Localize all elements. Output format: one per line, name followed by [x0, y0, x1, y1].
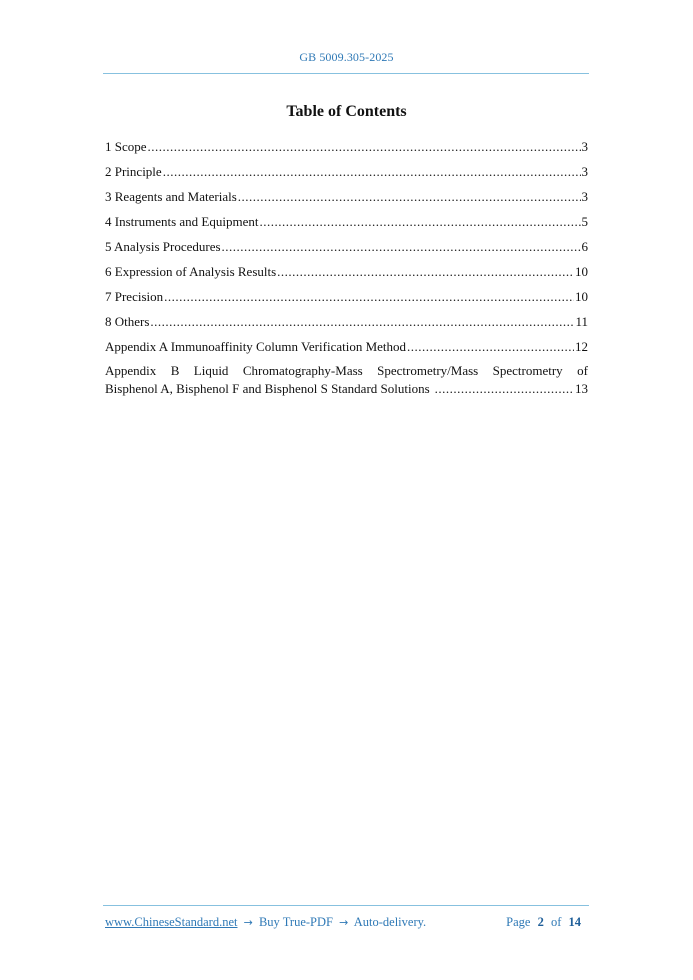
page-number: [506, 915, 585, 930]
toc-entry-scope[interactable]: [105, 138, 588, 156]
toc-entry-label: 4 Instruments and Equipment: [105, 214, 259, 229]
toc-entry-label: 7 Precision: [105, 289, 164, 304]
of-word: of: [550, 915, 562, 929]
toc-dot-leader: [259, 213, 580, 231]
toc-entry-label: 2 Principle: [105, 164, 162, 179]
total-pages-number: 14: [568, 915, 581, 929]
toc-entry-appendix-a[interactable]: [105, 338, 588, 356]
toc-entry-procedures[interactable]: [105, 238, 588, 256]
toc-entry-page: 3: [581, 164, 588, 179]
arrow-right-icon: →: [339, 916, 349, 929]
arrow-right-icon: →: [243, 916, 253, 929]
toc-entry-label: 3 Reagents and Materials: [105, 189, 237, 204]
toc-entry-page: 6: [581, 239, 588, 254]
page-footer: [105, 915, 585, 930]
toc-dot-leader: [222, 238, 581, 256]
page-word: Page: [506, 915, 531, 929]
toc-dot-leader: [164, 288, 574, 306]
toc-entry-results[interactable]: [105, 263, 588, 281]
toc-entry-page: 12: [575, 339, 588, 354]
toc-entry-label-line2: [105, 380, 588, 398]
toc-dot-leader: [435, 380, 574, 398]
toc-entry-page: 11: [575, 314, 588, 329]
toc-entry-label: 1 Scope: [105, 139, 147, 154]
toc-entry-label-line1: [105, 362, 588, 380]
toc-entry-page: 3: [581, 189, 588, 204]
page-title: Table of Contents: [286, 103, 407, 120]
toc-entry-label: 6 Expression of Analysis Results: [105, 264, 277, 279]
toc-word: Appendix: [105, 363, 157, 378]
toc-dot-leader: [407, 338, 574, 356]
toc-entry-page: 3: [581, 139, 588, 154]
footer-promo: [105, 915, 426, 930]
toc-dot-leader: [277, 263, 574, 281]
toc-entry-precision[interactable]: [105, 288, 588, 306]
toc-entry-page: 5: [581, 214, 588, 229]
toc-word: Liquid: [193, 363, 229, 378]
toc-dot-leader: [150, 313, 574, 331]
header-divider: [103, 73, 589, 74]
toc-word: of: [577, 363, 588, 378]
toc-word: B: [170, 363, 180, 378]
toc-entry-label: 5 Analysis Procedures: [105, 239, 221, 254]
website-link[interactable]: www.ChineseStandard.net: [105, 915, 238, 929]
toc-entry-page: 10: [575, 264, 588, 279]
toc-entry-label: Appendix A Immunoaffinity Column Verification Method: [105, 339, 407, 354]
current-page-number: 2: [537, 915, 544, 929]
toc-dot-leader: [148, 138, 581, 156]
toc-dot-leader: [163, 163, 581, 181]
toc-entry-page: 13: [575, 381, 588, 396]
toc-entry-instruments[interactable]: [105, 213, 588, 231]
header-doc-id: GB 5009.305-2025: [299, 50, 394, 64]
toc-entry-label: Bisphenol A, Bisphenol F and Bisphenol S Standard Solutions: [105, 381, 430, 396]
toc-entry-others[interactable]: [105, 313, 588, 331]
table-of-contents: [105, 138, 588, 398]
toc-entry-appendix-b[interactable]: [105, 362, 588, 398]
toc-dot-leader: [238, 188, 581, 206]
buy-true-pdf-text: Buy True-PDF: [258, 915, 333, 929]
auto-delivery-text: Auto-delivery.: [353, 915, 427, 929]
toc-entry-label: 8 Others: [105, 314, 150, 329]
footer-divider: [103, 905, 589, 906]
toc-entry-reagents[interactable]: [105, 188, 588, 206]
toc-word: Chromatography-Mass: [242, 363, 363, 378]
toc-word: Spectrometry/Mass: [377, 363, 479, 378]
toc-entry-page: 10: [575, 289, 588, 304]
toc-entry-principle[interactable]: [105, 163, 588, 181]
toc-word: Spectrometry: [492, 363, 563, 378]
